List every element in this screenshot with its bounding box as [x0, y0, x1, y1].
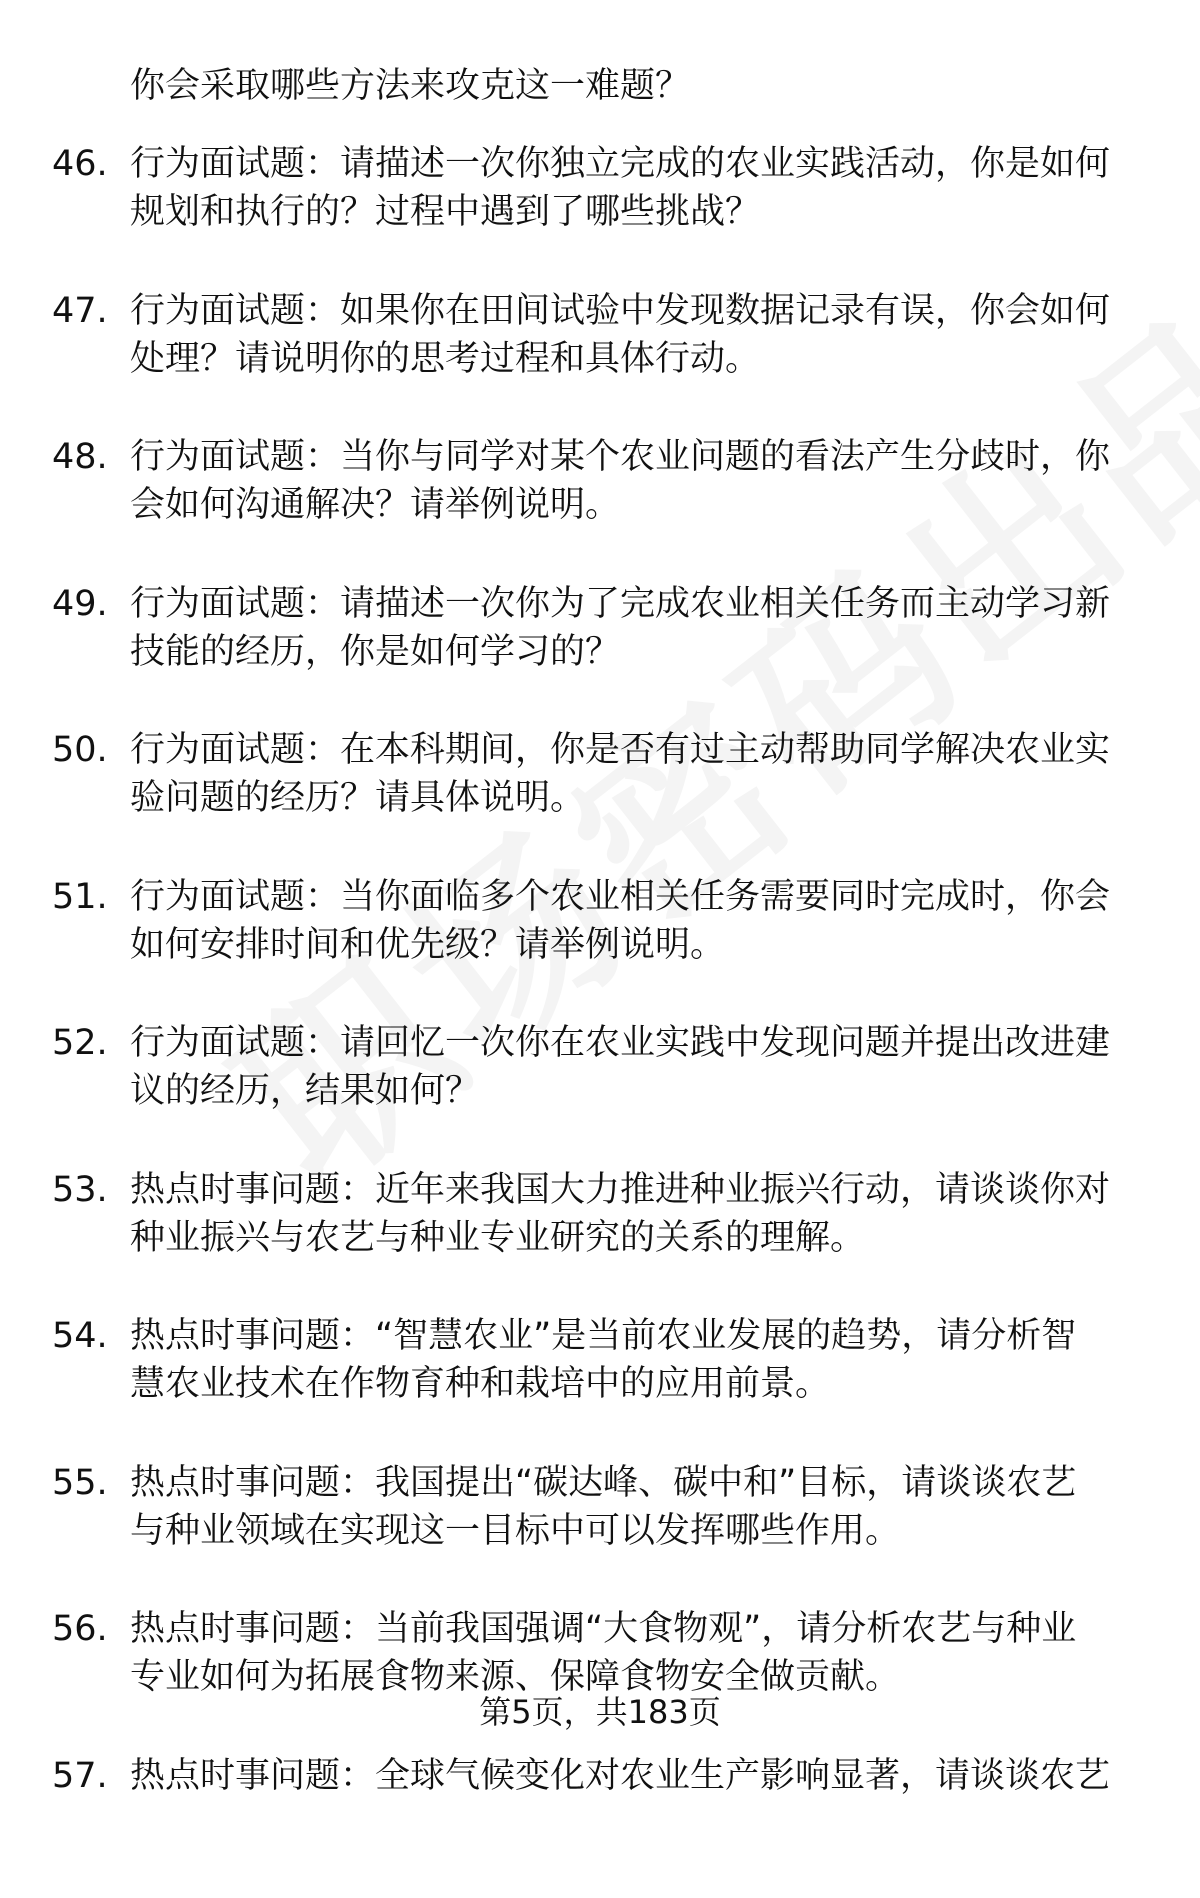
question-number: 54. [0, 1312, 130, 1459]
question-text-line: 热点时事问题：近年来我国大力推进种业振兴行动，请谈谈你对 [130, 1166, 1140, 1214]
question-item [0, 1166, 1200, 1313]
question-text-line: 热点时事问题：“智慧农业”是当前农业发展的趋势，请分析智 [130, 1312, 1140, 1360]
question-text [130, 726, 1140, 873]
question-text-line: 行为面试题：请描述一次你独立完成的农业实践活动，你是如何 [130, 140, 1140, 188]
question-number: 48. [0, 433, 130, 580]
question-text [130, 1459, 1140, 1606]
question-text-line: 行为面试题：当你与同学对某个农业问题的看法产生分歧时，你 [130, 433, 1140, 481]
question-text-line: 种业振兴与农艺与种业专业研究的关系的理解。 [130, 1214, 1140, 1262]
question-text [130, 873, 1140, 1020]
question-text-line: 慧农业技术在作物育种和栽培中的应用前景。 [130, 1360, 1140, 1408]
question-item [0, 1752, 1200, 1898]
question-item [0, 580, 1200, 727]
question-item [0, 287, 1200, 434]
question-number: 52. [0, 1019, 130, 1166]
question-number: 49. [0, 580, 130, 727]
question-text-line: 会如何沟通解决？请举例说明。 [130, 481, 1140, 529]
question-item [0, 1019, 1200, 1166]
question-text-line: 行为面试题：如果你在田间试验中发现数据记录有误，你会如何 [130, 287, 1140, 335]
question-item [0, 433, 1200, 580]
question-text-line: 与种业领域在实现这一目标中可以发挥哪些作用。 [130, 1507, 1140, 1555]
question-number: 51. [0, 873, 130, 1020]
question-text [130, 1166, 1140, 1313]
question-text [130, 1312, 1140, 1459]
question-item [0, 140, 1200, 287]
question-text-line: 如何安排时间和优先级？请举例说明。 [130, 921, 1140, 969]
question-text [130, 433, 1140, 580]
question-text-line: 热点时事问题：当前我国强调“大食物观”，请分析农艺与种业 [130, 1605, 1140, 1653]
page-footer: 第5页，共183页 [0, 1692, 1200, 1732]
question-text-line: 行为面试题：在本科期间，你是否有过主动帮助同学解决农业实 [130, 726, 1140, 774]
question-text-line: 技能的经历，你是如何学习的？ [130, 628, 1140, 676]
question-number: 47. [0, 287, 130, 434]
question-text [130, 580, 1140, 727]
question-text-line: 规划和执行的？过程中遇到了哪些挑战？ [130, 188, 1140, 236]
question-text-line: 行为面试题：当你面临多个农业相关任务需要同时完成时，你会 [130, 873, 1140, 921]
question-number: 55. [0, 1459, 130, 1606]
question-list [0, 140, 1200, 1898]
question-number: 56. [0, 1605, 130, 1752]
question-number: 57. [0, 1752, 130, 1898]
question-item [0, 1312, 1200, 1459]
question-text-line: 验问题的经历？请具体说明。 [130, 774, 1140, 822]
question-text [130, 1019, 1140, 1166]
question-item [0, 726, 1200, 873]
question-number: 53. [0, 1166, 130, 1313]
question-text-line: 处理？请说明你的思考过程和具体行动。 [130, 335, 1140, 383]
question-text [130, 1752, 1140, 1898]
question-text-line: 行为面试题：请描述一次你为了完成农业相关任务而主动学习新 [130, 580, 1140, 628]
question-item [0, 873, 1200, 1020]
question-number: 46. [0, 140, 130, 287]
question-text-line: 行为面试题：请回忆一次你在农业实践中发现问题并提出改进建 [130, 1019, 1140, 1067]
question-text [130, 140, 1140, 287]
question-text [130, 287, 1140, 434]
question-text-line: 专业如何为拓展食物来源、保障食物安全做贡献。 [130, 1653, 1140, 1701]
question-text-line: 热点时事问题：全球气候变化对农业生产影响显著，请谈谈农艺 [130, 1752, 1140, 1800]
question-text-line: 热点时事问题：我国提出“碳达峰、碳中和”目标，请谈谈农艺 [130, 1459, 1140, 1507]
question-text-line: 议的经历，结果如何？ [130, 1067, 1140, 1115]
continuation-line: 你会采取哪些方法来攻克这一难题？ [130, 62, 690, 110]
question-item [0, 1459, 1200, 1606]
question-number: 50. [0, 726, 130, 873]
